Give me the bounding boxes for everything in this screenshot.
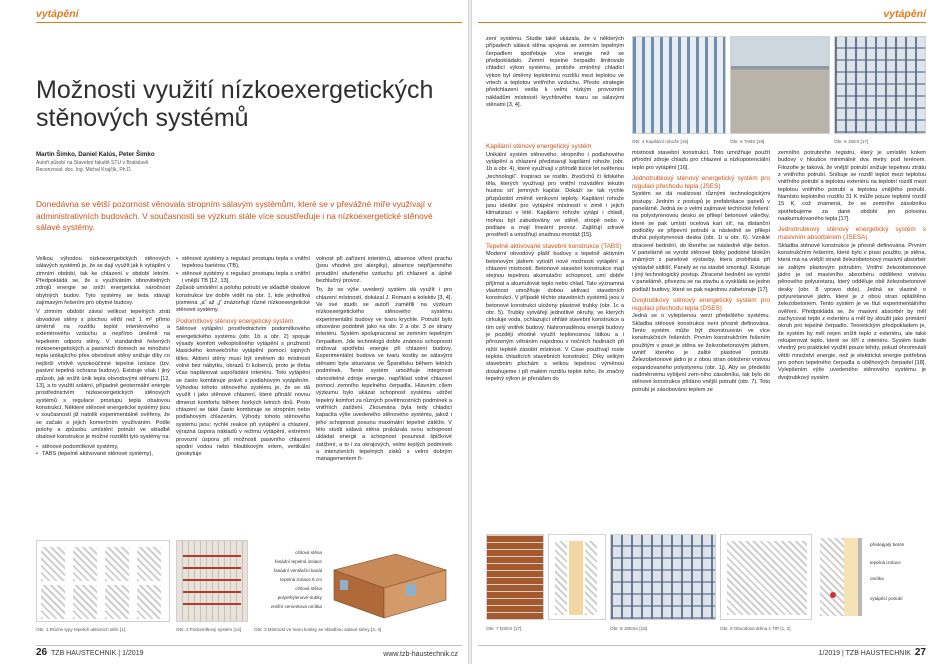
figure-cube-room [326, 540, 452, 622]
paragraph: Moderní obvodový plášť budovy s tepelně aktivním betonovým jádrem vytváří nové možnosti vytápění a chlazení místností. Betonové stavební konstrukce mají stejnou tepelnou akumulační schopnost, umí dobře přijímat a akumulovat teplo nebo chlad. Tato významná vlastnost umožňuje dobou aktivaci stavebních konstrukcí. V případě těchto stavebních systémů jsou v betonové konstrukci uloženy plastové trubky (obr. 1c a obr. 5). Trubky vytvářejí jednotlivé okruhy, ve kterých cirkuluje voda, ochlazující ohřáté stavební konstrukce a tím celý vnitřek budovy. Nahromaděnou energii budovy je později vhodné využít teplonosnou látkou a i přirozeným větráním najednou v nočních hodinách při nižší teplotě zásobit místnost. V Case používají roste teplota chladících stavebních konstrukcí. Díky velkým stavebním plochám s velkou tepelnou výměnou dosahujeme i při malém rozdílu teplot toho, že značný tepelný výkon je přenášen do [486, 251, 624, 383]
figure-caption: Obr. 4 Kapilární rohože [15] [632, 139, 689, 144]
page-number-left: 26 [36, 647, 48, 658]
figure-plaster-system-photo [176, 540, 248, 622]
wall-photo [727, 541, 807, 615]
wall-diagram [105, 547, 129, 581]
right-column-1 [486, 140, 624, 528]
paragraph: Způsob umístění a polohu potrubí ve skladbě obalové konstrukce lze dobře vidět na obr. 1, kde jednotlivá písmena „a“ až „j“ znázorňují různé nízkoexergetické stěnové systémy. [176, 285, 310, 314]
wall-diagram [137, 585, 161, 619]
paragraph: Jedná se o vylepšenou verzi předešlého systému. Skladba stěnové konstrukce není přesně definována. Tento systém může být zkonstruován ve více konstrukčních řešeních. Prvním konstrukčním řešením použitým v praxi je stěna se železobetonovým jádrem, uvnitř kterého je zalité plastové potrubí. Železobetonové jádro je z obou stran obloženo vrstvou expandovaného polystyrenu (obr. 1j). Aby se předešlo nadměrnému vybíjení zem-ního zásobníku, tak bylo do stěnové konstrukce přidáno vnější potrubí (obr. 7). Toto potrubí je zásobováno teplem ze [632, 313, 770, 393]
figure-layer-labels [254, 540, 324, 622]
subheading: Jednotrubkový stěnový energetický systém pro regulaci přechodu tepla (JSES) [632, 175, 770, 190]
insulation-layer [844, 538, 858, 616]
subheading: Podomítkový stěnový energetický systém [176, 317, 294, 325]
wall-diagram [41, 547, 65, 581]
subheading: Tepelně aktivované stavební konstrukce (TABS) [486, 242, 622, 250]
pipe [183, 567, 241, 569]
paragraph: místnosti stavební konstrukcí. Toto umožňuje použít přírodní zdroje chladu pro chlazení a nízkopotenciální teplo pro vytápění [16]. [632, 150, 770, 171]
figure-caption: Obr. 1 Různé typy tepelně aktivních stěn [1] [36, 627, 125, 632]
list-item: • stěnové podomítkové systémy, [36, 444, 170, 451]
wall-diagram [41, 585, 65, 619]
reviewer-text: Recenzoval: doc. Ing. Michal Krajčík, Ph.D. [36, 167, 132, 173]
concrete-layer [820, 538, 844, 616]
wall-diagram [137, 547, 161, 581]
legend-label: tepelná izolace [870, 560, 901, 565]
magazine-name: TZB HAUSTECHNIK [51, 650, 117, 657]
figure-caption: Obr. 8 JSESA [18] [610, 626, 648, 631]
paragraph: Skladba stěnové konstrukce je přesně definována. Prvním konstrukčním řešením, které bylo v praxi použito, je stěna, která má na vnější straně železobetonový masivní absorbér se zalitým plastovým potrubím. Vnitřní železobetonové jádro je od masivního absorbéru odděleno vrstvou pěnového polyuretanu, který odděluje obě železobetonové desky (obr. 8 vpravo dole). Jedná se vlastně o polyuretanové jádro, které je z obou stran opláštěno železobetonem. Tento systém je ve fázi experimentálního ověření. Předpokládá se, že masivní absorbér by měl zachycovat teplo z exteriéru a měl by sloužit jako primární okruh pro tepelné čerpadlo. Teoretickým předpokladem je, že systém by měl nejen snížit teplo z exteriéru, ale také rekuperovat teplo, které se šíří z interiéru. Systém bude vhodný pro praktické využití pouze tehdy, pokud ohromnásli větší množství energie, než je elektrická energie potřebná pro pohon tepelného čerpadla a oběhových čerpadel [18]. Vylepšením výše uvedeného stěnového systému je dvojtrubkový systém [778, 242, 926, 381]
subheading: Kapilární stěnový energetický systém [486, 143, 592, 150]
footer-left: 26 TZB HAUSTECHNIK | 1/2019 [36, 647, 144, 658]
figure-tip-section [816, 534, 926, 620]
list-item: • stěnové systémy s regulací prostupu tepla s vnitřní i vnější TB [12, 13]. [176, 271, 310, 286]
legend-label: omítka [870, 576, 884, 581]
paragraph: Unikátní systém stěnového, stropního i podlahového vytápění a chlazení představují kapilární rohože (obr. 1b a obr. 4), které využívají v přírodě tisíce let ověřenou „technologii“. Inspiraci se rostlin, živočichů či lidského těla, kterých využívají pro vnitřní rozvádění tekutin hustou síť jemných kapilár. Dokáží se tak rychle přizpůsobit změně venkovní teploty. Kapilární rohože jsou ideální pro vytápění místností v zimě i jejich klimatizaci v létě. Kapilární rohože vytápí i chladí, mohou být zabudovány ve stěně, stropě nebo v podlaze a mají lineární provoz. Zajišťují zdravé prostředí a umožňují snadnou montáž [15]. [486, 151, 624, 239]
wall-layer [555, 541, 567, 615]
list-item: • TABS (tepelně aktivované stěnové systémy), [36, 451, 170, 458]
pipe [183, 603, 241, 605]
section-tag-right: vytápění [883, 8, 926, 20]
figure-capillary-mats-photo [632, 36, 726, 134]
right-column-2 [632, 150, 770, 528]
paragraph: Systém se dá realizovat různými technologickými postupy. Jedním z postupů je prefabrikace panelů v panelárně. Jedná se o velmi zajímavé technické řešení: na polystyrenovou desku se přilepí betonové válečky, které se pak umístí ocelová kari síť, na distanční podložky se připevní potrubí a následně se přilepí druhá polystyrenová deska (obr. 1i a obr. 6). Vzniklé stracené bednění, do kterého se následně vlije beton. V panelárně se vyrobí stěnové bloky podobné blokům známých z panelové výstavby, která probíhala při výstavbě sídlišť. Panely se na stavbě smontují. Existuje i jiný technologický postup. Ztracené bednění se vyrobí v panelárně, přivezou se na stavbu a vyskládá se jedno podlaží budovy, které se pak najednou zabetonuje [17]. [632, 191, 770, 293]
issue-number: 1/2019 [122, 650, 144, 657]
figure-caption: Obr. 3 Místnost ve tvaru kostky se skladbou sálavé stěny [3, 4] [254, 627, 382, 632]
right-column-3 [778, 150, 926, 528]
system-list [36, 444, 170, 459]
figure-tabs-photo [730, 36, 830, 134]
pipe [183, 555, 241, 557]
paragraph: To, že se výše uvedený systém dá využít i pro chlazení místností, dokázal J. Romani a kolektiv [3, 4]. Ve své studii se autoři zaměřili na výzkum nízkoexergetického stěnového systému experimentální budovy ve tvaru krychle. Potrubí bylo situováno podobně jako na obr. 2 a obr. 3 ze strany interiéru. Systém spolupracoval se zemním tepelným čerpadlem. Jde technologii dobře známou schopností snižovat spotřebu energie při chlazení budovy. Experimentální budova ve tvaru kostky se sálavými stěnami byla situována ve Španělsku během letních podmínek. Tento systém umožňuje integrovat obnovitelné zdroje energie, například volné chlazení pomocí zemního tepelného čerpadla. Hlavním cílem výzkumu bylo ukázat schopnost systému udržet tepelný komfort za různých povětrnostních podmínek a vnitřních zatížení. Zkoumána byla tedy chladicí kapacita výše uvedeného stěnového systému, jakož i jeho schopnost posunu maximální tepelné zátěže. V této studii sálavá stěna prokázala svou schopnost ukládat energii a schopnost posunout špičkové zatížení, a to i za okrajových, velmi teplých podmínek a intenzivních tepelných zisků s velmi dobrým managementem fi- [316, 287, 452, 463]
figure-wall-types [36, 540, 170, 622]
left-column-2 [176, 256, 310, 524]
website-link[interactable]: www.tzb-haustechnik.cz [383, 651, 458, 658]
figure-tip-photo [720, 534, 812, 620]
header-rule-left [36, 22, 462, 23]
left-page [0, 0, 468, 664]
figure-jses-photo [834, 36, 926, 134]
pipe [183, 579, 241, 581]
wall-layer [569, 541, 583, 615]
legend-label: předepjatý beton [870, 542, 905, 547]
system-list [176, 256, 310, 285]
figure-caption: Obr. 9 Obvodová stěna s TIP [1, 2] [720, 626, 791, 631]
plaster-layer [858, 538, 862, 616]
footer-right: 1/2019 | TZB HAUSTECHNIK 27 [818, 647, 926, 658]
paragraph: V zimním období závisí velikost tepelných ztrát obvodové stěny s plochou větší než 1 m² přímo úměrně na rozdílu teplot interiérového a exteriérového vzduchu a nepřímo úměrně na tepelném odporu stěny. V standardně řešených nízkoenergetických a pasivních domech se množství tepla unikajícího přes obvodové stěny snižuje díky co nejširší vrstvě vysokoúčinné tepelné izolace (tzv. pasivní tepelná ochrana budovy). Existuje však i jiný způsob, jak snížit únik tepla obvodovými stěnami [12, 13], a to využití solární, případně geotermální energie prostřednictvím nízkoexergetických stěnových systémů s regulace prostupu tepla obalovou konstrukcí. Některé stěnové energetické systémy jsou v současnosti již natolik experimentálně ověřeny, že se začalo s jejich komerčním využíváním. Podle polohy a způsobu umístění potrubí ve skladbě obalové konstrukce je možné rozdělit tyto systémy na: [36, 309, 170, 441]
paragraph: Velkou výhodou nízkoexergetických stěnových sálavých systémů je, že se dají využít jak k vytápění v zimním období, tak ke chlazení v období letním. Předpokládá se, že s využíváním obnovitelných zdrojů energie se sníží energetická náročnost obytných budov. Tyto systémy se teda stávají zajímavým řešením pro obytné budovy. [36, 256, 170, 307]
figure-caption: Obr. 7 DSES [17] [486, 626, 522, 631]
wall-diagram [105, 585, 129, 619]
figure-dses-photo [486, 534, 544, 620]
paragraph: zení systému. Studie také ukázala, že v některých případech sálavá stěna spojená se zemním tepelným čerpadlem spotřebuje více energie než se předpokládalo. Zemní tepelné čerpadlo limitovalo chladicí výkon systému, protože zmíněný chladicí výkon byl úměrný teplotnímu rozdílu mezi teplotou ve vrtech a teplotou vnitřního vzduchu. Přesto strategie předchlazení vedla k velmi nízkým provozním nákladům místností krychlového tvaru se sálavými stěnami [3, 4]. [486, 36, 624, 109]
layer-label: polyethylenové trubky [277, 595, 322, 600]
figure-caption: Obr. 2 Podomítkový systém [14] [176, 627, 242, 632]
article-affiliation [36, 160, 416, 174]
left-column-3 [316, 256, 452, 524]
list-item: • stěnové systémy s regulací prostupu tepla s vnitřní tepelnou bariérou (TB), [176, 256, 310, 271]
layer-label: fasádní ventilační kanál [273, 568, 322, 573]
affiliation-text: Autoři působí na Stavební fakultě STU v Bratislavě. [36, 160, 150, 166]
section-tag-left: vytápění [36, 8, 79, 20]
paragraph: Stěnové vytápění prostřednictvím podomítkového energetického systému (obr. 1b a obr. 2) spojuje výsady komfort velkoplošného vytápění s pružností klasického konvekčního vytápění pomocí topných těles. Aktivní stěny musí být směrem do místnosti volné bez nábytku, obrazů či koberců, proto je třeba včas naplánovat uspořádání interiéru. Toto vytápění se často kombinuje právě s podlahovým vytápěním. Výhodou tohoto stěnového systému je, že se dá využít i jako stěnové chlazení, které přináší novou dimenzi komfortu během horkých letních dnů. Proto chlazení se také často kombinuje se stropním nebo podlahovým chlazením. Výhody tohoto stěnového systému jsou: rychlé reakce při vytápění a chlazení, výrazná úspora nákladů v režimu vytápění, extrémní provozní úspora při možnosti pasivního chlazení spodní vodou nebo hloubkovým vrtem, vertikální (poskytuje [176, 326, 310, 458]
layer-label: cihlová stěna [295, 550, 322, 555]
pipe [183, 591, 241, 593]
layer-label: tepelná izolace 6 cm [280, 577, 322, 582]
wall-layer [585, 541, 597, 615]
article-title: Možnosti využití nízkoexergetických stěnových systémů [36, 76, 434, 132]
figure-caption: Obr. 6 JSES [17] [834, 139, 869, 144]
wall-diagram [73, 585, 97, 619]
cube-room-drawing [326, 540, 452, 622]
header-rule-right [478, 22, 926, 23]
article-lead: Donedávna se větší pozornost věnovala stropním sálavým systémům, které se v převážné míře využívají v administrativních budovách. V současnosti se výzkum stále více soustřeďuje i na nízkoexergetické stěnové sálavé systémy. [36, 199, 433, 232]
layer-label: cihlová stěna [295, 586, 322, 591]
page-number-right: 27 [914, 647, 926, 658]
layer-label: fasádní tepelná izolace [275, 559, 322, 564]
right-page [472, 0, 940, 664]
footer-rule-right [478, 645, 926, 646]
paragraph: volnost při zařízení interiéru), absence víření prachu (jsou vhodné pro alergiky), absence nepříjemného proudění studeného vzduchu při chlazení a úplně bezhlučný provoz. [316, 256, 452, 285]
issue-number: 1/2019 [818, 650, 841, 657]
left-column-1 [36, 256, 170, 526]
figure-caption: Obr. 5 TABS [16] [730, 139, 765, 144]
wall-diagram [73, 547, 97, 581]
article-authors: Martin Šimko, Daniel Kalús, Peter Šimko [36, 151, 155, 158]
footer-rule-left [36, 645, 462, 646]
legend-label: vytápěcí potrubí [870, 596, 903, 601]
magazine-name: TZB HAUSTECHNIK [845, 650, 911, 657]
heating-pipe-marker [830, 592, 836, 598]
figure-jsesa-photo [610, 534, 716, 620]
layer-label: vnitřní cementová omítka [270, 604, 322, 609]
figure-jsesa-section [548, 534, 606, 620]
right-column-1-top [486, 36, 624, 136]
paragraph: zemního potrubního registru, který je umístěn kolem budovy v hloubce minimálně dva metry pod terénem. Filozofie je taková, že vnější potrubí snižuje tepelnou ztrátu z vnitřního potrubí. Sníkuje se rozdíl teplot mezi teplotou vnitřního potrubí a teplotou exteriéru na teplotní rozdíl mezi teplotou vnitřního potrubí a teplotou vnějšího potrubí. Namísto teplotního rozdílu 31 K může pouze teplotní rozdíl 15 K, což znamená, že se zemního zásobníku spotřebujeme za dané období jen polovinu naakumulovaného tepla [17]. [778, 150, 926, 223]
subheading: Dvojtrubkový stěnový energetický systém pro regulaci přechodu tepla (DSES) [632, 297, 770, 312]
subheading: Jednotrubkový stěnový energetický systém s masivním absorbérem (JSESA) [778, 226, 926, 242]
